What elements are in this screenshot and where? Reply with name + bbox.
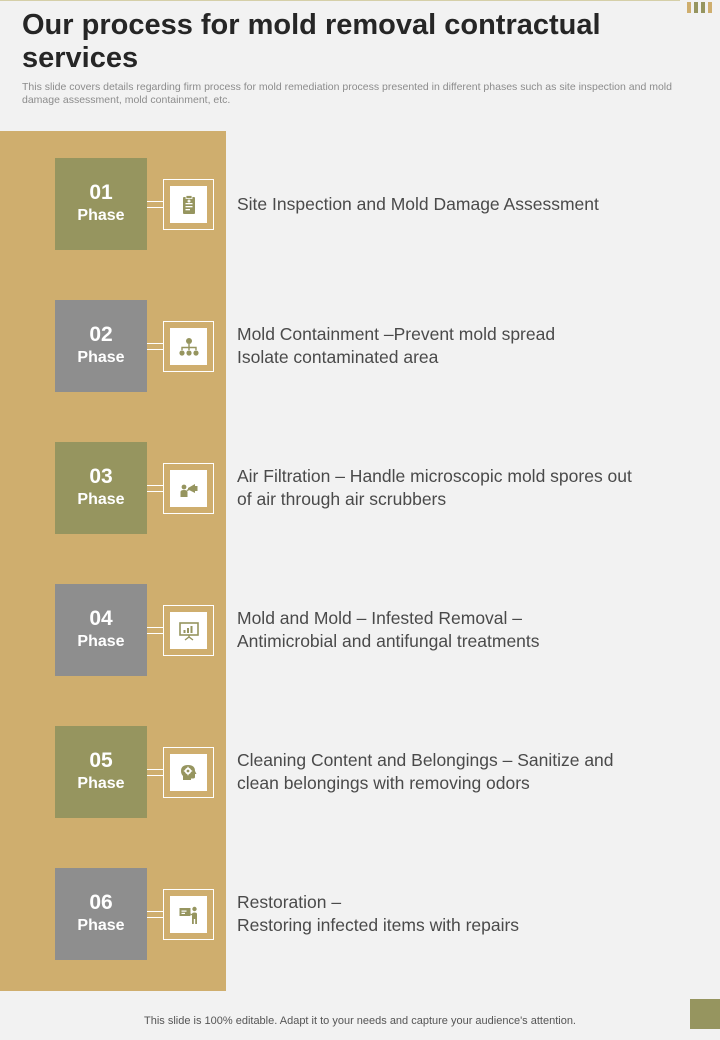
clipboard-icon xyxy=(170,186,207,223)
phase-description-line: Site Inspection and Mold Damage Assessment xyxy=(237,193,599,214)
hierarchy-icon xyxy=(170,328,207,365)
phase-box xyxy=(55,442,147,534)
presentation-board-icon xyxy=(170,612,207,649)
phase-connector xyxy=(147,485,163,492)
phase-number: 03 xyxy=(89,465,113,488)
decor-bar xyxy=(701,2,705,13)
phase-description xyxy=(237,607,677,653)
phase-description-line: Air Filtration – Handle microscopic mold spores out xyxy=(237,466,632,486)
phase-box xyxy=(55,584,147,676)
phase-label: Phase xyxy=(77,917,125,934)
phase-label: Phase xyxy=(77,349,125,366)
phase-description xyxy=(237,891,677,937)
phase-connector xyxy=(147,343,163,350)
phase-description xyxy=(237,193,677,216)
presenter-megaphone-icon xyxy=(170,470,207,507)
phase-number: 05 xyxy=(89,749,113,772)
phase-description-line: Isolate contaminated area xyxy=(237,347,439,367)
icon-frame xyxy=(163,179,214,230)
person-board-icon xyxy=(170,896,207,933)
decor-bar xyxy=(708,2,712,13)
phase-description xyxy=(237,465,677,511)
phase-description-line: Restoring infected items with repairs xyxy=(237,915,520,935)
phase-description-line: of air through air scrubbers xyxy=(237,489,447,509)
phase-number: 06 xyxy=(89,891,113,914)
phase-description-line: Antimicrobial and antifungal treatments xyxy=(237,631,540,651)
phase-number: 02 xyxy=(89,323,113,346)
phase-description-line: clean belongings with removing odors xyxy=(237,773,530,793)
page-subtitle: This slide covers details regarding firm process for mold remediation process presented in different phases such as site inspection and mold damage assessment, mold containment, etc. xyxy=(22,81,672,106)
phase-description xyxy=(237,323,677,369)
corner-square xyxy=(690,999,720,1029)
icon-frame xyxy=(163,605,214,656)
phase-description-line: Cleaning Content and Belongings – Sanitize and xyxy=(237,750,614,770)
head-gear-icon xyxy=(170,754,207,791)
phase-box xyxy=(55,158,147,250)
icon-frame xyxy=(163,463,214,514)
phase-connector xyxy=(147,769,163,776)
phase-label: Phase xyxy=(77,775,125,792)
phase-label: Phase xyxy=(77,491,125,508)
phase-description-line: Mold and Mold – Infested Removal – xyxy=(237,608,523,628)
phase-connector xyxy=(147,627,163,634)
phase-description-line: Restoration – xyxy=(237,892,342,912)
phase-box xyxy=(55,300,147,392)
phase-connector xyxy=(147,911,163,918)
phase-label: Phase xyxy=(77,207,125,224)
decor-bar xyxy=(694,2,698,13)
phase-connector xyxy=(147,201,163,208)
phase-description xyxy=(237,749,677,795)
icon-frame xyxy=(163,747,214,798)
phase-label: Phase xyxy=(77,633,125,650)
phase-band xyxy=(0,131,226,991)
corner-decoration xyxy=(687,2,712,13)
top-rule xyxy=(0,0,680,1)
icon-frame xyxy=(163,321,214,372)
icon-frame xyxy=(163,889,214,940)
decor-bar xyxy=(687,2,691,13)
footer-note: This slide is 100% editable. Adapt it to your needs and capture your audience's attention. xyxy=(144,1015,576,1027)
phase-number: 04 xyxy=(89,607,113,630)
page-title: Our process for mold removal contractual services xyxy=(22,9,601,74)
phase-box xyxy=(55,726,147,818)
phase-box xyxy=(55,868,147,960)
phase-number: 01 xyxy=(89,181,113,204)
phase-description-line: Mold Containment –Prevent mold spread xyxy=(237,324,556,344)
